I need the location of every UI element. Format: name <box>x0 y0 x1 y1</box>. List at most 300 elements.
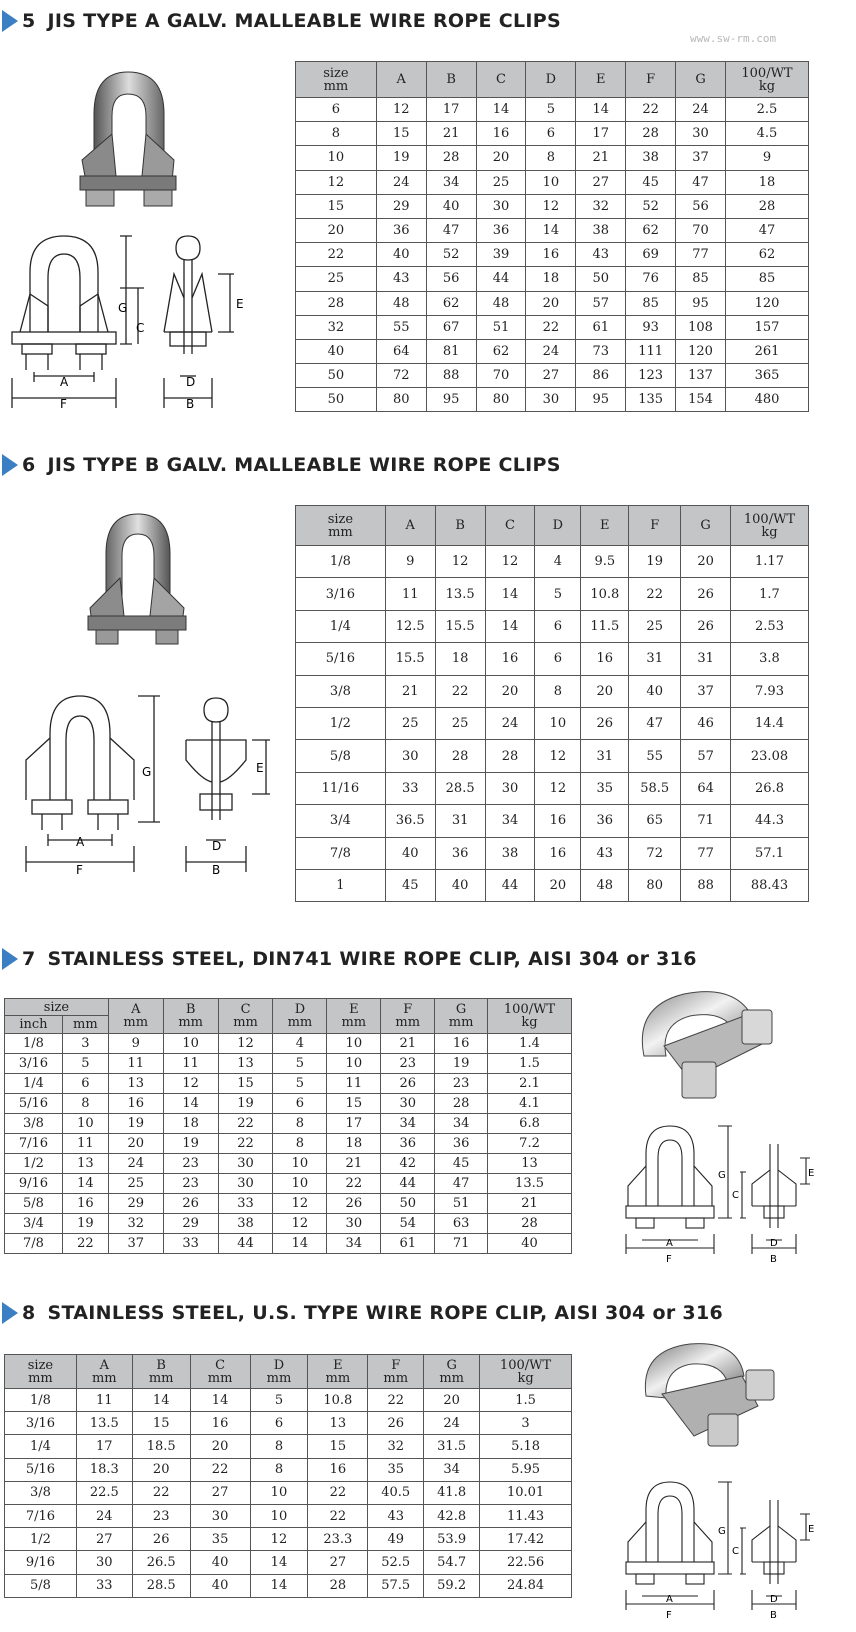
table-cell: 21 <box>488 1194 572 1214</box>
table-row <box>296 243 809 267</box>
column-header-size: size <box>5 999 109 1016</box>
table-cell: 56 <box>426 267 476 291</box>
section-number: 7 <box>22 948 36 970</box>
table-cell: 9/16 <box>5 1174 63 1194</box>
table-cell: 40 <box>435 869 485 901</box>
table-cell: 57 <box>681 740 731 772</box>
table-cell: 38 <box>576 218 626 242</box>
table-cell: 480 <box>726 388 809 412</box>
table-cell: 35 <box>368 1458 424 1481</box>
table-cell: 4 <box>273 1034 327 1054</box>
table-row <box>296 122 809 146</box>
table-cell: 4.5 <box>726 122 809 146</box>
table-cell: 28.5 <box>132 1574 190 1597</box>
column-header: A mm <box>76 1355 132 1389</box>
table-cell: 13 <box>488 1154 572 1174</box>
table-cell: 20 <box>108 1134 163 1154</box>
table-cell: 24 <box>676 98 726 122</box>
table-cell: 10 <box>273 1154 327 1174</box>
table-cell: 15.5 <box>385 643 435 675</box>
table-cell: 28 <box>435 740 485 772</box>
table-row <box>296 610 809 642</box>
header-row <box>5 999 572 1016</box>
table-cell: 36 <box>581 805 629 837</box>
table-cell: 15 <box>132 1412 190 1435</box>
table-cell: 8 <box>535 675 581 707</box>
table-cell: 30 <box>218 1174 273 1194</box>
table-row <box>296 339 809 363</box>
table-cell: 25 <box>435 707 485 739</box>
table-cell: 3/8 <box>296 675 386 707</box>
table-cell: 14 <box>485 578 535 610</box>
label-a: A <box>666 1594 673 1605</box>
table-cell: 55 <box>629 740 681 772</box>
table-cell: 24 <box>76 1504 132 1527</box>
spec-table-7 <box>4 998 572 1254</box>
table-cell: 10 <box>250 1504 308 1527</box>
table-cell: 11 <box>76 1389 132 1412</box>
table-cell: 52 <box>626 194 676 218</box>
table-cell: 35 <box>190 1528 250 1551</box>
table-cell: 5/16 <box>5 1094 63 1114</box>
table-cell: 1/4 <box>296 610 386 642</box>
table-cell: 6.8 <box>488 1114 572 1134</box>
column-header: F <box>629 506 681 546</box>
table-row <box>296 546 809 578</box>
table-cell: 10 <box>526 170 576 194</box>
table-cell: 80 <box>376 388 426 412</box>
column-header: 100/WT kg <box>480 1355 572 1389</box>
column-header: F <box>626 62 676 98</box>
table-cell: 55 <box>376 315 426 339</box>
table-row <box>296 194 809 218</box>
table-cell: 26 <box>581 707 629 739</box>
label-c: C <box>732 1190 739 1201</box>
dimension-diagram-type-b <box>20 690 280 880</box>
table-cell: 85 <box>676 267 726 291</box>
table-cell: 45 <box>435 1154 488 1174</box>
column-header: C <box>485 506 535 546</box>
label-b: B <box>186 397 195 411</box>
table-cell: 93 <box>626 315 676 339</box>
table-cell: 28 <box>485 740 535 772</box>
label-e: E <box>236 297 244 311</box>
section-6-title <box>2 452 561 478</box>
table-cell: 9 <box>385 546 435 578</box>
column-header: 100/WT kg <box>726 62 809 98</box>
column-header: B <box>426 62 476 98</box>
table-cell: 13 <box>218 1054 273 1074</box>
table-cell: 40 <box>426 194 476 218</box>
table-cell: 7/8 <box>5 1234 63 1254</box>
label-d: D <box>770 1238 778 1249</box>
label-a: A <box>666 1238 673 1249</box>
table-cell: 43 <box>576 243 626 267</box>
table-row <box>296 772 809 804</box>
section-title-text: JIS TYPE A GALV. MALLEABLE WIRE ROPE CLIPS <box>47 10 561 32</box>
table-cell: 16 <box>476 122 526 146</box>
table-cell: 365 <box>726 364 809 388</box>
table-row <box>296 837 809 869</box>
table-row <box>5 1034 572 1054</box>
table-cell: 62 <box>476 339 526 363</box>
table-cell: 33 <box>218 1194 273 1214</box>
table-cell: 12 <box>485 546 535 578</box>
spec-table-5 <box>295 61 809 412</box>
table-cell: 71 <box>681 805 731 837</box>
table-cell: 11.43 <box>480 1504 572 1527</box>
header-row <box>5 1355 572 1389</box>
table-cell: 28 <box>426 146 476 170</box>
label-g: G <box>718 1170 726 1181</box>
table-cell: 65 <box>629 805 681 837</box>
table-cell: 1.5 <box>488 1054 572 1074</box>
table-cell: 7/16 <box>5 1134 63 1154</box>
table-cell: 22 <box>327 1174 381 1194</box>
column-header: D <box>526 62 576 98</box>
section-title-text: STAINLESS STEEL, DIN741 WIRE ROPE CLIP, AISI 304 or 316 <box>47 948 697 970</box>
table-cell: 44.3 <box>731 805 809 837</box>
table-cell: 5 <box>273 1054 327 1074</box>
table-cell: 62 <box>626 218 676 242</box>
label-f: F <box>666 1610 672 1621</box>
table-cell: 123 <box>626 364 676 388</box>
table-cell: 35 <box>581 772 629 804</box>
table-row <box>5 1094 572 1114</box>
table-cell: 22 <box>435 675 485 707</box>
table-cell: 29 <box>108 1194 163 1214</box>
table-row <box>296 267 809 291</box>
table-cell: 24 <box>376 170 426 194</box>
table-cell: 34 <box>485 805 535 837</box>
column-header: E mm <box>308 1355 368 1389</box>
table-cell: 9/16 <box>5 1551 77 1574</box>
table-cell: 14 <box>526 218 576 242</box>
label-d: D <box>212 839 222 853</box>
table-row <box>296 869 809 901</box>
table-cell: 29 <box>163 1214 218 1234</box>
table-cell: 3/16 <box>5 1412 77 1435</box>
table-cell: 27 <box>76 1528 132 1551</box>
table-cell: 13 <box>108 1074 163 1094</box>
table-cell: 9.5 <box>581 546 629 578</box>
table-cell: 71 <box>435 1234 488 1254</box>
table-cell: 17 <box>426 98 476 122</box>
table-cell: 19 <box>376 146 426 170</box>
table-cell: 16 <box>526 243 576 267</box>
table-cell: 28 <box>296 291 377 315</box>
table-cell: 30 <box>218 1154 273 1174</box>
table-cell: 17 <box>576 122 626 146</box>
table-cell: 12 <box>535 772 581 804</box>
table-cell: 41.8 <box>424 1481 480 1504</box>
section-number: 5 <box>22 10 36 32</box>
table-cell: 50 <box>296 364 377 388</box>
table-cell: 5/8 <box>5 1574 77 1597</box>
table-cell: 33 <box>385 772 435 804</box>
table-cell: 44 <box>381 1174 435 1194</box>
table-cell: 6 <box>250 1412 308 1435</box>
table-cell: 30 <box>76 1551 132 1574</box>
table-cell: 16 <box>581 643 629 675</box>
table-cell: 14 <box>485 610 535 642</box>
table-cell: 47 <box>435 1174 488 1194</box>
table-cell: 88 <box>426 364 476 388</box>
column-header: A <box>376 62 426 98</box>
label-b: B <box>770 1610 777 1621</box>
table-cell: 6 <box>62 1074 108 1094</box>
table-cell: 62 <box>426 291 476 315</box>
section-bullet-icon <box>2 1302 18 1324</box>
label-b: B <box>770 1254 777 1265</box>
table-cell: 40 <box>190 1551 250 1574</box>
table-cell: 32 <box>108 1214 163 1234</box>
table-cell: 12 <box>526 194 576 218</box>
table-row <box>5 1174 572 1194</box>
table-cell: 1/2 <box>5 1528 77 1551</box>
table-cell: 20 <box>581 675 629 707</box>
table-cell: 58.5 <box>629 772 681 804</box>
table-cell: 6 <box>273 1094 327 1114</box>
table-cell: 47 <box>629 707 681 739</box>
table-row <box>296 364 809 388</box>
table-cell: 18 <box>327 1134 381 1154</box>
table-cell: 48 <box>581 869 629 901</box>
table-cell: 24.84 <box>480 1574 572 1597</box>
watermark: www.sw-rm.com <box>690 32 777 45</box>
clip-photo-din741 <box>634 986 784 1104</box>
table-cell: 17 <box>327 1114 381 1134</box>
table-cell: 7/8 <box>296 837 386 869</box>
table-cell: 34 <box>327 1234 381 1254</box>
table-row <box>5 1574 572 1597</box>
table-cell: 1.17 <box>731 546 809 578</box>
column-subheader: inch <box>5 1016 63 1034</box>
table-cell: 10 <box>273 1174 327 1194</box>
table-cell: 44 <box>476 267 526 291</box>
table-cell: 14 <box>190 1389 250 1412</box>
table-cell: 1/4 <box>5 1435 77 1458</box>
table-cell: 11 <box>108 1054 163 1074</box>
table-cell: 34 <box>424 1458 480 1481</box>
table-cell: 18 <box>163 1114 218 1134</box>
table-cell: 88 <box>681 869 731 901</box>
table-cell: 11 <box>385 578 435 610</box>
table-cell: 43 <box>368 1504 424 1527</box>
table-cell: 1.7 <box>731 578 809 610</box>
table-cell: 39 <box>476 243 526 267</box>
table-cell: 28 <box>726 194 809 218</box>
table-cell: 8 <box>273 1134 327 1154</box>
table-cell: 154 <box>676 388 726 412</box>
table-cell: 14 <box>250 1551 308 1574</box>
table-cell: 10.8 <box>581 578 629 610</box>
section-5-title <box>2 8 561 34</box>
table-cell: 26 <box>681 578 731 610</box>
table-cell: 8 <box>62 1094 108 1114</box>
table-cell: 33 <box>163 1234 218 1254</box>
header-row <box>296 62 809 98</box>
table-cell: 31 <box>681 643 731 675</box>
table-cell: 10.01 <box>480 1481 572 1504</box>
table-cell: 8 <box>250 1435 308 1458</box>
label-c: C <box>732 1546 739 1557</box>
table-cell: 23.08 <box>731 740 809 772</box>
table-cell: 16 <box>535 805 581 837</box>
label-a: A <box>76 835 85 849</box>
table-cell: 12.5 <box>385 610 435 642</box>
table-cell: 22 <box>368 1389 424 1412</box>
table-row <box>296 388 809 412</box>
table-cell: 95 <box>576 388 626 412</box>
table-cell: 40 <box>385 837 435 869</box>
table-cell: 37 <box>108 1234 163 1254</box>
table-cell: 111 <box>626 339 676 363</box>
table-cell: 10 <box>163 1034 218 1054</box>
table-cell: 46 <box>681 707 731 739</box>
table-cell: 61 <box>576 315 626 339</box>
table-cell: 26.5 <box>132 1551 190 1574</box>
table-cell: 20 <box>526 291 576 315</box>
table-cell: 22 <box>626 98 676 122</box>
table-cell: 23.3 <box>308 1528 368 1551</box>
table-cell: 22 <box>308 1481 368 1504</box>
table-cell: 80 <box>476 388 526 412</box>
label-e: E <box>808 1524 814 1535</box>
table-cell: 22 <box>308 1504 368 1527</box>
table-cell: 5.18 <box>480 1435 572 1458</box>
table-cell: 34 <box>435 1114 488 1134</box>
table-cell: 21 <box>385 675 435 707</box>
table-cell: 12 <box>435 546 485 578</box>
table-cell: 32 <box>368 1435 424 1458</box>
table-cell: 32 <box>296 315 377 339</box>
table-cell: 30 <box>190 1504 250 1527</box>
table-cell: 137 <box>676 364 726 388</box>
table-cell: 64 <box>376 339 426 363</box>
table-cell: 15 <box>296 194 377 218</box>
section-number: 6 <box>22 454 36 476</box>
table-cell: 17.42 <box>480 1528 572 1551</box>
table-cell: 43 <box>376 267 426 291</box>
table-cell: 37 <box>681 675 731 707</box>
table-cell: 18.5 <box>132 1435 190 1458</box>
table-cell: 18 <box>435 643 485 675</box>
table-cell: 47 <box>676 170 726 194</box>
spec-table-8 <box>4 1354 572 1598</box>
table-cell: 70 <box>676 218 726 242</box>
table-cell: 19 <box>62 1214 108 1234</box>
clip-photo-us-type <box>634 1336 784 1454</box>
table-cell: 5 <box>62 1054 108 1074</box>
table-cell: 80 <box>629 869 681 901</box>
table-cell: 24 <box>526 339 576 363</box>
table-cell: 63 <box>435 1214 488 1234</box>
table-row <box>296 578 809 610</box>
table-cell: 10 <box>62 1114 108 1134</box>
table-cell: 36 <box>476 218 526 242</box>
table-cell: 34 <box>381 1114 435 1134</box>
clip-photo-type-b <box>82 508 190 648</box>
table-cell: 62 <box>726 243 809 267</box>
table-cell: 14.4 <box>731 707 809 739</box>
table-cell: 12 <box>250 1528 308 1551</box>
table-cell: 1 <box>296 869 386 901</box>
table-cell: 3 <box>62 1034 108 1054</box>
column-header: C mm <box>218 999 273 1034</box>
table-cell: 33 <box>76 1574 132 1597</box>
section-bullet-icon <box>2 10 18 32</box>
table-cell: 85 <box>626 291 676 315</box>
label-d: D <box>186 375 196 389</box>
table-cell: 15.5 <box>435 610 485 642</box>
table-cell: 54 <box>381 1214 435 1234</box>
table-cell: 5 <box>273 1074 327 1094</box>
column-header: E mm <box>327 999 381 1034</box>
column-header: B <box>435 506 485 546</box>
table-cell: 36 <box>435 837 485 869</box>
table-row <box>5 1114 572 1134</box>
table-cell: 28 <box>308 1574 368 1597</box>
table-cell: 120 <box>676 339 726 363</box>
table-cell: 4.1 <box>488 1094 572 1114</box>
label-g: G <box>718 1526 726 1537</box>
table-cell: 22 <box>190 1458 250 1481</box>
table-cell: 11 <box>327 1074 381 1094</box>
table-cell: 20 <box>132 1458 190 1481</box>
label-a: A <box>60 375 69 389</box>
table-cell: 76 <box>626 267 676 291</box>
table-cell: 19 <box>108 1114 163 1134</box>
column-header: G mm <box>435 999 488 1034</box>
table-row <box>296 291 809 315</box>
table-cell: 31 <box>629 643 681 675</box>
table-cell: 16 <box>108 1094 163 1114</box>
table-cell: 10.8 <box>308 1389 368 1412</box>
table-row <box>296 740 809 772</box>
table-row <box>5 1054 572 1074</box>
table-cell: 1/8 <box>5 1034 63 1054</box>
table-cell: 34 <box>426 170 476 194</box>
table-cell: 36 <box>435 1134 488 1154</box>
table-cell: 30 <box>676 122 726 146</box>
column-header: size mm <box>296 506 386 546</box>
table-cell: 19 <box>218 1094 273 1114</box>
table-row <box>5 1528 572 1551</box>
table-cell: 15 <box>218 1074 273 1094</box>
table-cell: 13.5 <box>435 578 485 610</box>
table-cell: 2.5 <box>726 98 809 122</box>
table-cell: 12 <box>535 740 581 772</box>
table-cell: 57 <box>576 291 626 315</box>
table-cell: 31 <box>435 805 485 837</box>
table-cell: 10 <box>535 707 581 739</box>
table-cell: 37 <box>676 146 726 170</box>
table-cell: 25 <box>108 1174 163 1194</box>
column-header: D <box>535 506 581 546</box>
table-cell: 28.5 <box>435 772 485 804</box>
column-header: F mm <box>368 1355 424 1389</box>
column-header: E <box>581 506 629 546</box>
table-cell: 3/16 <box>5 1054 63 1074</box>
table-cell: 4 <box>535 546 581 578</box>
dimension-diagram-type-a <box>8 228 260 418</box>
column-header: size mm <box>296 62 377 98</box>
table-cell: 2.1 <box>488 1074 572 1094</box>
column-header: G <box>676 62 726 98</box>
table-cell: 12 <box>163 1074 218 1094</box>
table-cell: 14 <box>62 1174 108 1194</box>
